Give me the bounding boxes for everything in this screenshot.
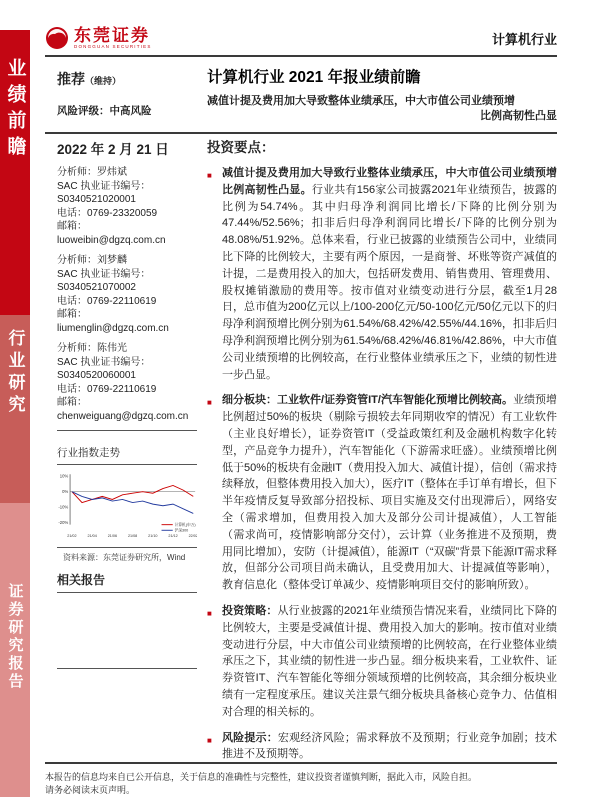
analyst-email: luoweibin@dgzq.com.cn: [57, 234, 166, 246]
key-points-heading: 投资要点：: [207, 140, 275, 155]
sidebar-label: 行业研究: [5, 329, 25, 417]
disclaimer-line1: 本报告的信息均来自已公开信息，关于信息的准确性与完整性，建议投资者谨慎判断，据此入市，风险自担。: [45, 772, 478, 782]
analyst-block: [57, 166, 197, 247]
svg-text:21/10: 21/10: [148, 533, 158, 538]
analyst-cert-label: SAC 执业证书编号：: [57, 356, 151, 368]
rating-note: （维持）: [85, 76, 122, 86]
disclaimer-line2: 请务必阅读末页声明。: [45, 785, 136, 795]
svg-text:-10%: -10%: [58, 504, 69, 510]
bullet-risk: [207, 730, 557, 764]
bullet-square-icon: ■: [207, 735, 212, 745]
bullet-body: 宏观经济风险；需求释放不及预期；行业竞争加剧；技术推进不及预期等。: [222, 731, 558, 761]
svg-text:0%: 0%: [62, 489, 69, 495]
svg-text:沪深300: 沪深300: [174, 528, 189, 533]
title-block: [207, 57, 557, 134]
rating-block: [45, 57, 207, 134]
sidebar-band-industry-research: [0, 315, 30, 503]
analyst-email-label: 邮箱：: [57, 309, 87, 320]
title-band: [45, 57, 557, 134]
bullet-lead: 减值计提及费用加大导致行业整体业绩承压，中大市值公司业绩预增比例高韧性凸显。: [222, 167, 557, 196]
analyst-cert-number: S0340521070002: [57, 282, 136, 293]
analyst-email: liumenglin@dgzq.com.cn: [57, 322, 169, 334]
risk-rating: 风险评级：中高风险: [57, 105, 152, 117]
report-page: [45, 26, 557, 763]
sidebar-label: 业绩前瞻: [4, 58, 26, 162]
analyst-name: 分析师：刘梦麟: [57, 255, 127, 266]
svg-text:21/08: 21/08: [127, 533, 138, 538]
analyst-block: [57, 254, 197, 335]
brand-text: [74, 25, 152, 49]
page-header: [45, 26, 557, 57]
analyst-cert-number: S0340521020001: [57, 194, 136, 205]
bullet-lead: 投资策略：: [222, 604, 278, 617]
bullet-subsectors: [207, 392, 557, 594]
chart-source: 资料来源：东莞证券研究所，Wind: [63, 553, 186, 562]
sidebar-band-performance-preview: [0, 30, 30, 315]
svg-text:计算机(申万): 计算机(申万): [174, 523, 196, 528]
analyst-cert-label: SAC 执业证书编号：: [57, 268, 151, 280]
brand-swirl-icon: [45, 26, 69, 50]
divider: [57, 547, 197, 548]
report-subtitle-line1: 减值计提及费用加大导致整体业绩承压，中大市值公司业绩预增: [207, 95, 515, 107]
bullet-body: 业绩预增比例超过50%的板块（剔除亏损较去年同期收窄的情况）有工业软件（主业良好增长），证券资管IT（受益政策红利及金融机构数字化转型，产品竞争力提升），汽车智能化（下游需求旺盛）。业绩预增比例低于50%的板块有金融IT（费用投入加大、减值计提），信创（需求持续释放，但整体费用投入加大），医疗IT（整体在手订单有增长，但下半年疫情反复导致部分招投标、项目实施及交付出现滞后），网络安全（需求增加，但费用投入加大及部分公司计提减值），人工智能（需求尚可，疫情影响部分交付），云计算（业务推进不及预期，费用同比增加），安防（计提减值），能源IT（“双碳”背景下能源IT需求释放，但部分公司项目尚未确认，且受费用加大、计提减值等影响），教育信息化（整体受订单减少、疫情影响项目交付的影响所致）。: [222, 394, 557, 592]
bullet-strategy: [207, 603, 557, 721]
svg-text:22/02: 22/02: [188, 533, 197, 538]
related-reports-title: 相关报告: [57, 571, 197, 593]
rating-value: 推荐: [57, 71, 85, 87]
main-column: [207, 134, 557, 763]
bullet-body: 从行业披露的2021年业绩预告情况来看，业绩同比下降的比例较大，主要是受减值计提、费用投入加大的影响。按市值对业绩变动进行分层，中大市值公司业绩预增的比例较高，在行业整体业绩承压之下，其业绩的韧性进一步凸显。细分板块来看，工业软件、证券资管IT、汽车智能化等细分领域预增的比例较高，其余细分板块业绩有一定程度承压。建议关注景气细分板块具备核心竞争力、估值相对合理的相关标的。: [222, 604, 557, 718]
bullet-square-icon: ■: [207, 171, 212, 180]
svg-text:10%: 10%: [59, 473, 69, 479]
bullet-square-icon: ■: [207, 608, 212, 618]
svg-text:21/02: 21/02: [67, 533, 77, 538]
line-chart: [57, 470, 197, 542]
analyst-email-label: 邮箱：: [57, 397, 87, 408]
body-columns: [45, 134, 557, 763]
related-reports-empty: [57, 593, 197, 669]
analyst-block: [57, 342, 197, 423]
svg-text:21/06: 21/06: [107, 533, 118, 538]
sidebar-band-securities-research-report: [0, 503, 30, 797]
bullet-square-icon: ■: [207, 398, 212, 408]
industry-index-chart: [57, 470, 197, 547]
svg-text:-20%: -20%: [58, 520, 69, 526]
report-subtitle-line2: 比例高韧性凸显: [480, 110, 557, 122]
bullet-lead: 细分板块：工业软件/证券资管IT/汽车智能化预增比例较高。: [222, 394, 513, 407]
brand-logo: [45, 26, 152, 50]
bullet-overview: [207, 165, 557, 383]
analyst-phone: 电话：0769-23320059: [57, 207, 158, 219]
brand-name-en: DONGGUAN SECURITIES: [74, 43, 152, 49]
info-column: [45, 134, 207, 763]
analyst-cert-number: S0340520060001: [57, 370, 136, 381]
analyst-phone: 电话：0769-22110619: [57, 383, 157, 395]
industry-label: 计算机行业: [491, 32, 557, 47]
svg-text:21/04: 21/04: [87, 533, 97, 538]
report-subtitle: [207, 94, 557, 124]
analyst-name: 分析师：陈伟光: [57, 343, 127, 354]
report-date: 2022 年 2 月 21 日: [57, 142, 169, 157]
sidebar-label: 证券研究报告: [6, 583, 24, 691]
brand-name-cn: 东莞证券: [74, 25, 150, 45]
bullet-body: 行业共有156家公司披露2021年业绩预告，披露的比例为54.74%。其中归母净利润同比增长/下降的比例分别为47.44%/52.56%；扣非后归母净利润同比增长/下降的比例分别为48.08%/51.92%。总体来看，行业已披露的业绩预告公司中，业绩同比下降的比例较大，主要有两个原因，一是商誉、坏账等资产减值的计提，二是费用投入的加大，包括研发费用、销售费用、管理费用、股权摊销激励的费用等。按市值对业绩变动进行分层，截至1月28日，总市值为200亿元以上/100-200亿元/50-100亿元/50亿元以下的归母净利润预增比例分别为61.54%/68.42%/42.55%/44.16%，扣非后归母净利润预增比例分别为61.54%/68.42%/46.81%/42.86%，中大市值公司业绩预增的比例较高，在行业整体业绩承压之下，业绩的韧性进一步凸显。: [222, 183, 557, 381]
report-title: 计算机行业 2021 年报业绩前瞻: [207, 69, 421, 86]
analyst-name: 分析师：罗炜斌: [57, 167, 127, 178]
analyst-email: chenweiguang@dgzq.com.cn: [57, 410, 189, 422]
page-footer: [45, 762, 557, 797]
analyst-cert-label: SAC 执业证书编号：: [57, 180, 151, 192]
divider: [57, 430, 197, 431]
index-chart-title: 行业指数走势: [57, 445, 197, 465]
bullet-lead: 风险提示：: [222, 731, 278, 744]
analyst-email-label: 邮箱：: [57, 221, 87, 232]
svg-text:21/12: 21/12: [168, 533, 178, 538]
analyst-phone: 电话：0769-22110619: [57, 295, 157, 307]
